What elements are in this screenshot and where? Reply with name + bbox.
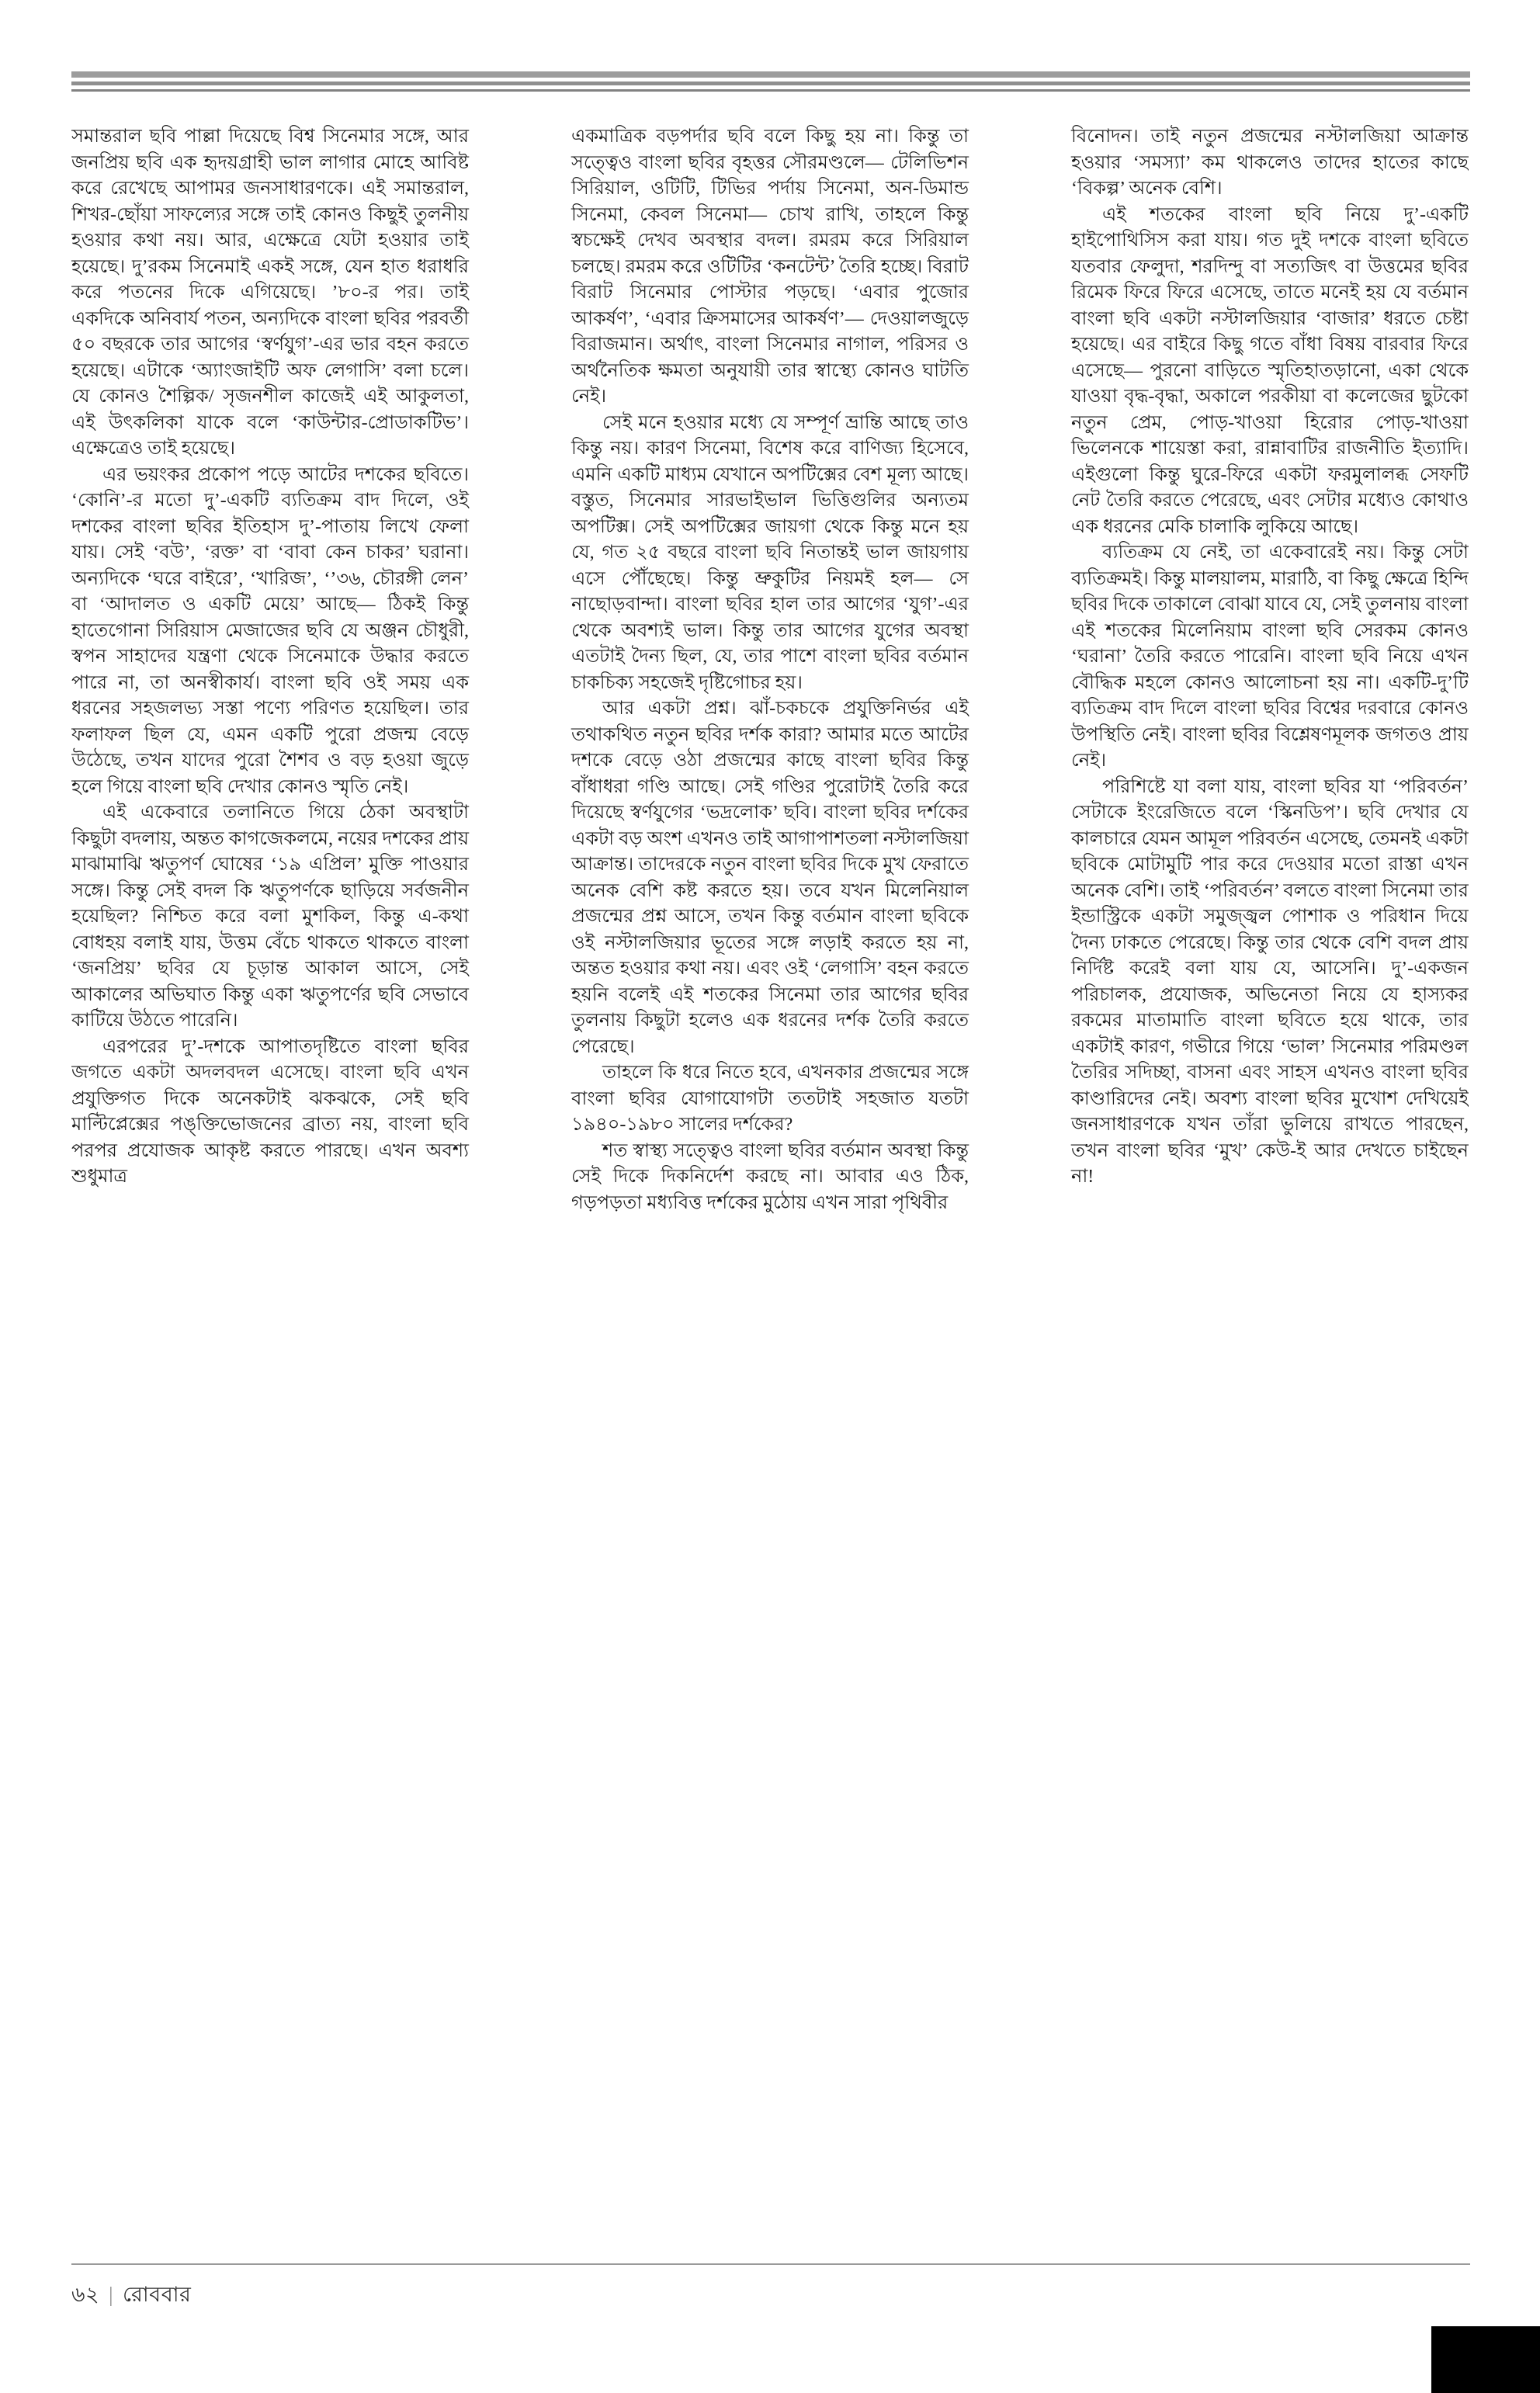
text-column-3 [1071,124,1469,2243]
article-paragraph: সেই মনে হওয়ার মধ্যে যে সম্পূর্ণ ভ্রান্তি আছে তাও কিন্তু নয়। কারণ সিনেমা, বিশেষ করে বাণিজ্য হিসেবে, এমনি একটি মাধ্যম যেখানে অপটিক্সের বেশ মূল্য আছে। বস্তুত, সিনেমার সারভাইভাল ভিত্তিগুলির অন্যতম অপটিক্স। সেই অপটিক্সের জায়গা থেকে কিন্তু মনে হয় যে, গত ২৫ বছরে বাংলা ছবি নিতান্তই ভাল জায়গায় এসে পৌঁছেছে। কিন্তু ভ্রুকুটির নিয়মই হল— সে নাছোড়বান্দা। বাংলা ছবির হাল তার আগের ‘যুগ’-এর থেকে অবশ্যই ভাল। কিন্তু তার আগের যুগের অবস্থা এতটাই দৈন্য ছিল, যে, তার পাশে বাংলা ছবির বর্তমান চাকচিক্য সহজেই দৃষ্টিগোচর হয়। [571,412,969,693]
article-paragraph: পরিশিষ্টে যা বলা যায়, বাংলা ছবির যা ‘পরিবর্তন’ সেটাকে ইংরেজিতে বলে ‘স্কিনডিপ’। ছবি দেখার যে কালচারে যেমন আমূল পরিবর্তন এসেছে, তেমনই একটা ছবিকে মোটামুটি পার করে দেওয়ার মতো রাস্তা এখন অনেক বেশি। তাই ‘পরিবর্তন’ বলতে বাংলা সিনেমা তার ইন্ডাস্ট্রিকে একটা সমুজ্জ্বল পোশাক ও পরিধান দিয়ে দৈন্য ঢাকতে পেরেছে। কিন্তু তার থেকে বেশি বদল প্রায় নির্দিষ্ট করেই বলা যায় যে, আসেনি। দু’-একজন পরিচালক, প্রযোজক, অভিনেতা নিয়ে যে হাস্যকর রকমের মাতামাতি বাংলা ছবিতে হয়ে থাকে, তার একটাই কারণ, গভীরে গিয়ে ‘ভাল’ সিনেমার পরিমণ্ডল তৈরির সদিচ্ছা, বাসনা এবং সাহস এখনও বাংলা ছবির কাণ্ডারিদের নেই। অবশ্য বাংলা ছবির মুখোশ দেখিয়েই জনসাধারণকে যখন তাঁরা ভুলিয়ে রাখতে পারছেন, তখন বাংলা ছবির ‘মুখ’ কেউ-ই আর দেখতে চাইছেন না! [1071,776,1469,1187]
article-paragraph: এর ভয়ংকর প্রকোপ পড়ে আটের দশকের ছবিতে। ‘কোনি’-র মতো দু’-একটি ব্যতিক্রম বাদ দিলে, ওই দশকের বাংলা ছবির ইতিহাস দু’-পাতায় লিখে ফেলা যায়। সেই ‘বউ’, ‘রক্ত’ বা ‘বাবা কেন চাকর’ ঘরানা। অন্যদিকে ‘ঘরে বাইরে’, ‘খারিজ’, ‘’৩৬, চৌরঙ্গী লেন’ বা ‘আদালত ও একটি মেয়ে’ আছে— ঠিকই কিন্তু হাতেগোনা সিরিয়াস মেজাজের ছবি যে অঞ্জন চৌধুরী, স্বপন সাহাদের যন্ত্রণা থেকে সিনেমাকে উদ্ধার করতে পারে না, তা অনস্বীকার্য। বাংলা ছবি ওই সময় এক ধরনের সহজলভ্য সস্তা পণ্যে পরিণত হয়েছিল। তার ফলাফল ছিল যে, এমন একটি পুরো প্রজন্ম বেড়ে উঠেছে, তখন যাদের পুরো শৈশব ও বড় হওয়া জুড়ে হলে গিয়ে বাংলা ছবি দেখার কোনও স্মৃতি নেই। [71,464,469,797]
footer-rule [71,2263,1470,2265]
corner-black-mark [1431,2326,1540,2393]
article-paragraph: শত স্বাস্থ্য সত্ত্বেও বাংলা ছবির বর্তমান অবস্থা কিন্তু সেই দিকে দিকনির্দেশ করছে না। আবার এও ঠিক, গড়পড়তা মধ্যবিত্ত দর্শকের মুঠোয় এখন সারা পৃথিবীর [571,1140,969,1213]
top-rule-thick [71,71,1470,78]
article-paragraph: এই একেবারে তলানিতে গিয়ে ঠেকা অবস্থাটা কিছুটা বদলায়, অন্তত কাগজেকলমে, নয়ের দশকের প্রায় মাঝামাঝি ঋতুপর্ণ ঘোষের ‘১৯ এপ্রিল’ মুক্তি পাওয়ার সঙ্গে। কিন্তু সেই বদল কি ঋতুপর্ণকে ছাড়িয়ে সর্বজনীন হয়েছিল? নিশ্চিত করে বলা মুশকিল, কিন্তু এ-কথা বোধহয় বলাই যায়, উত্তম বেঁচে থাকতে থাকতে বাংলা ‘জনপ্রিয়’ ছবির যে চূড়ান্ত আকাল আসে, সেই আকালের অভিঘাত কিন্তু একা ঋতুপর্ণের ছবি সেভাবে কাটিয়ে উঠতে পারেনি। [71,803,469,1031]
article-paragraph: আর একটা প্রশ্ন। ঝাঁ-চকচকে প্রযুক্তিনির্ভর এই তথাকথিত নতুন ছবির দর্শক কারা? আমার মতে আটের দশকে বেড়ে ওঠা প্রজন্মের কাছে বাংলা ছবির কিন্তু বাঁধাধরা গণ্ডি আছে। সেই গণ্ডির পুরোটাই তৈরি করে দিয়েছে স্বর্ণযুগের ‘ভদ্রলোক’ ছবি। বাংলা ছবির দর্শকের একটা বড় অংশ এখনও তাই আগাপাশতলা নস্টালজিয়া আক্রান্ত। তাদেরকে নতুন বাংলা ছবির দিকে মুখ ফেরাতে অনেক বেশি কষ্ট করতে হয়। তবে যখন মিলেনিয়াল প্রজন্মের প্রশ্ন আসে, তখন কিন্তু বর্তমান বাংলা ছবিকে ওই নস্টালজিয়ার ভূতের সঙ্গে লড়াই করতে হয় না, অন্তত হওয়ার কথা নয়। এবং ওই ‘লেগাসি’ বহন করতে হয়নি বলেই এই শতকের সিনেমা তার আগের ছবির তুলনায় কিছুটা হলেও এক ধরনের দর্শক তৈরি করতে পেরেছে। [571,699,969,1057]
article-paragraph: বিনোদন। তাই নতুন প্রজন্মের নস্টালজিয়া আক্রান্ত হওয়ার ‘সমস্যা’ কম থাকলেও তাদের হাতের কাছে ‘বিকল্প’ অনেক বেশি। [1071,127,1469,199]
article-paragraph: এরপরের দু’-দশকে আপাতদৃষ্টিতে বাংলা ছবির জগতে একটা অদলবদল এসেছে। বাংলা ছবি এখন প্রযুক্তিগত দিকে অনেকটাই ঝকঝকে, সেই ছবি মাল্টিপ্লেক্সের পঙ্‌ক্তিভোজনের ব্রাত্য নয়, বাংলা ছবি পরপর প্রযোজক আকৃষ্ট করতে পারছে। এখন অবশ্য শুধুমাত্র [71,1036,469,1187]
top-rule-thin [71,89,1470,92]
article-paragraph: সমান্তরাল ছবি পাল্লা দিয়েছে বিশ্ব সিনেমার সঙ্গে, আর জনপ্রিয় ছবি এক হৃদয়গ্রাহী ভাল লাগার মোহে আবিষ্ট করে রেখেছে আপামর জনসাধারণকে। এই সমান্তরাল, শিখর-ছোঁয়া সাফল্যের সঙ্গে তাই কোনও কিছুই তুলনীয় হওয়ার কথা নয়। আর, এক্ষেত্রে যেটা হওয়ার তাই হয়েছে। দু’রকম সিনেমাই একই সঙ্গে, যেন হাত ধরাধরি করে পতনের দিকে এগিয়েছে। ’৮০-র পর। তাই একদিকে অনিবার্য পতন, অন্যদিকে বাংলা ছবির পরবর্তী ৫০ বছরকে তার আগের ‘স্বর্ণযুগ’-এর ভার বহন করতে হয়েছে। এটাকে ‘অ্যাংজাইটি অফ লেগাসি’ বলা চলে। যে কোনও শৈল্পিক/ সৃজনশীল কাজেই এই আকুলতা, এই উৎকলিকা যাকে বলে ‘কাউন্টার-প্রোডাকটিভ’। এক্ষেত্রেও তাই হয়েছে। [71,127,469,459]
magazine-name: রোববার [123,2283,192,2306]
page-number: ৬২ [71,2283,100,2306]
article-paragraph: ব্যতিক্রম যে নেই, তা একেবারেই নয়। কিন্তু সেটা ব্যতিক্রমই। কিন্তু মালয়ালম, মারাঠি, বা কিছু ক্ষেত্রে হিন্দি ছবির দিকে তাকালে বোঝা যাবে যে, সেই তুলনায় বাংলা এই শতকের মিলেনিয়াম বাংলা ছবি সেরকম কোনও ‘ঘরানা’ তৈরি করতে পারেনি। বাংলা ছবি নিয়ে এখন বৌদ্ধিক মহলে কোনও আলোচনা হয় না। একটি-দু’টি ব্যতিক্রম বাদ দিলে বাংলা ছবির বিশ্বের দরবারে কোনও উপস্থিতি নেই। বাংলা ছবির বিশ্লেষণমূলক জগতও প্রায় নেই। [1071,543,1469,771]
article-paragraph: তাহলে কি ধরে নিতে হবে, এখনকার প্রজন্মের সঙ্গে বাংলা ছবির যোগাযোগটা ততটাই সহজাত যতটা ১৯৪০-১৯৮০ সালের দর্শকের? [571,1063,969,1135]
text-column-1 [71,124,469,2243]
top-rule-medium [71,82,1470,85]
article-body [71,124,1469,2243]
page-footer [71,2279,191,2314]
article-paragraph: একমাত্রিক বড়পর্দার ছবি বলে কিছু হয় না। কিন্তু তা সত্ত্বেও বাংলা ছবির বৃহত্তর সৌরমণ্ডলে— টেলিভিশন সিরিয়াল, ওটিটি, টিভির পর্দায় সিনেমা, অন-ডিমান্ড সিনেমা, কেবল সিনেমা— চোখ রাখি, তাহলে কিন্তু স্বচক্ষেই দেখব অবস্থার বদল। রমরম করে সিরিয়াল চলছে। রমরম করে ওটিটির ‘কনটেন্ট’ তৈরি হচ্ছে। বিরাট বিরাট সিনেমার পোস্টার পড়ছে। ‘এবার পুজোর আকর্ষণ’, ‘এবার ক্রিসমাসের আকর্ষণ’— দেওয়ালজুড়ে বিরাজমান। অর্থাৎ, বাংলা সিনেমার নাগাল, পরিসর ও অর্থনৈতিক ক্ষমতা অনুযায়ী তার স্বাস্থ্যে কোনও ঘাটতি নেই। [571,127,969,407]
article-paragraph: এই শতকের বাংলা ছবি নিয়ে দু’-একটি হাইপোথিসিস করা যায়। গত দুই দশকে বাংলা ছবিতে যতবার ফেলুদা, শরদিন্দু বা সত্যজিৎ বা উত্তমের ছবির রিমেক ফিরে ফিরে এসেছে, তাতে মনেই হয় যে বর্তমান বাংলা ছবি একটা নস্টালজিয়ার ‘বাজার’ ধরতে চেষ্টা হয়েছে। এর বাইরে কিছু গতে বাঁধা বিষয় বারবার ফিরে এসেছে— পুরনো বাড়িতে স্মৃতিহাতড়ানো, একা থেকে যাওয়া বৃদ্ধ-বৃদ্ধা, অকালে পরকীয়া বা কলেজের ছুটকো নতুন প্রেম, পোড়-খাওয়া হিরোর পোড়-খাওয়া ভিলেনকে শায়েস্তা করা, রান্নাবাটির রাজনীতি ইত্যাদি। এইগুলো কিন্তু ঘুরে-ফিরে একটা ফরমুলালব্ধ সেফটি নেট তৈরি করতে পেরেছে, এবং সেটার মধ্যেও কোথাও এক ধরনের মেকি চালাকি লুকিয়ে আছে। [1071,204,1469,537]
footer-separator: | [109,2283,114,2306]
text-column-2 [571,124,969,2243]
header-rules [71,71,1470,92]
